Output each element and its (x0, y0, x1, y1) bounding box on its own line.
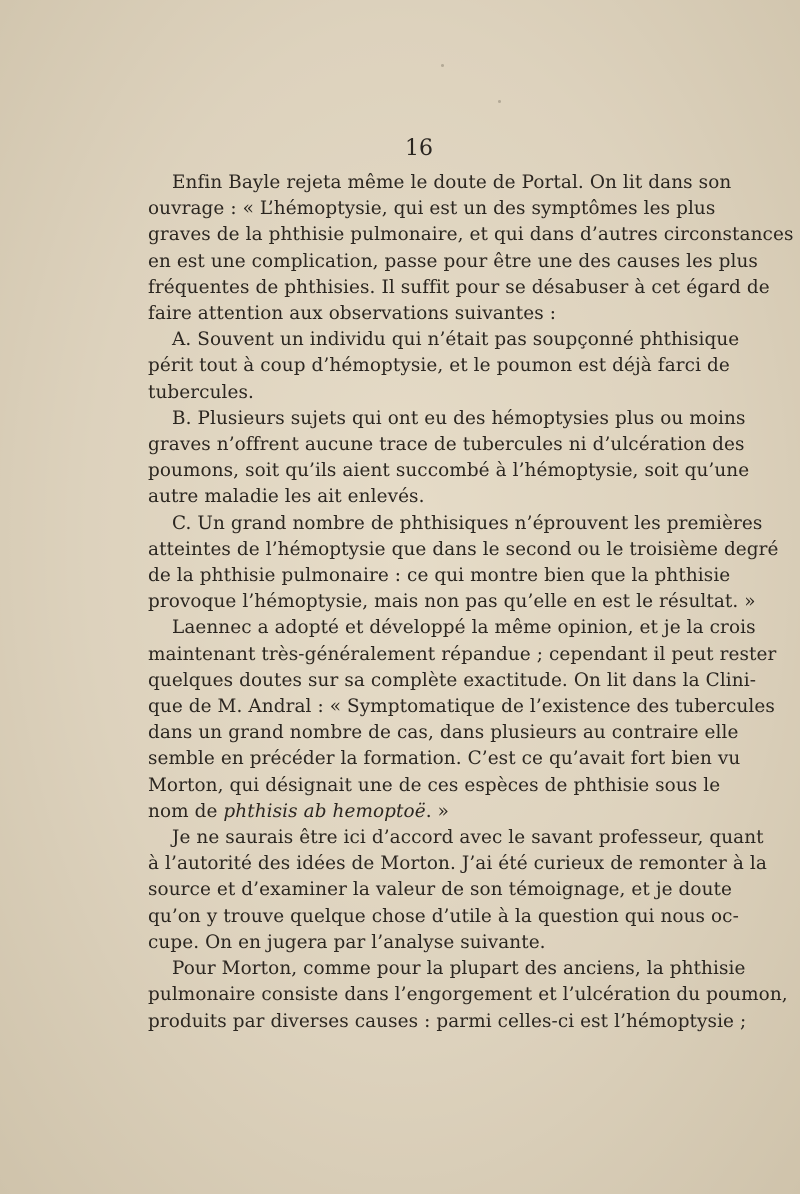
text-line: périt tout à coup d’hémoptysie, et le poumon est déjà farci de (148, 355, 730, 377)
italic-term: phthisis ab hemoptoë (223, 800, 426, 822)
text-line: graves de la phthisie pulmonaire, et qui dans d’autres circonstances (148, 224, 794, 246)
text-line: nom de phthisis ab hemoptoë. » (148, 800, 449, 822)
text-line: graves n’offrent aucune trace de tubercules ni d’ulcération des (148, 434, 745, 456)
text-line: faire attention aux observations suivantes : (148, 303, 557, 325)
text-line: Pour Morton, comme pour la plupart des anciens, la phthisie (172, 958, 746, 980)
text-line: pulmonaire consiste dans l’engorgement et l’ulcération du poumon, (148, 984, 788, 1006)
text-line: ouvrage : « L’hémoptysie, qui est un des symptômes les plus (148, 198, 716, 220)
text-line: Laennec a adopté et développé la même opinion, et je la crois (172, 617, 756, 639)
text-line: quelques doutes sur sa complète exactitude. On lit dans la Clini- (148, 669, 757, 691)
text-line: produits par diverses causes : parmi celles-ci est l’hémoptysie ; (148, 1010, 747, 1032)
text-line: dans un grand nombre de cas, dans plusieurs au contraire elle (148, 722, 739, 744)
page-number: 16 (405, 136, 433, 161)
text-line: A. Souvent un individu qui n’était pas soupçonné phthisique (172, 329, 740, 351)
text-line: Je ne saurais être ici d’accord avec le savant professeur, quant (172, 827, 764, 849)
text-line: B. Plusieurs sujets qui ont eu des hémoptysies plus ou moins (172, 407, 746, 429)
text-line: en est une complication, passe pour être une des causes les plus (148, 250, 758, 272)
text-line: Morton, qui désignait une de ces espèces de phthisie sous le (148, 774, 721, 796)
text-line: à l’autorité des idées de Morton. J’ai été curieux de remonter à la (148, 853, 767, 875)
text-line: fréquentes de phthisies. Il suffit pour se désabuser à cet égard de (148, 276, 770, 298)
text-line: semble en précéder la formation. C’est ce qu’avait fort bien vu (148, 748, 741, 770)
body-text (148, 170, 794, 1035)
text-line: maintenant très-généralement répandue ; cependant il peut rester (148, 643, 777, 665)
text-line: C. Un grand nombre de phthisiques n’éprouvent les premières (172, 512, 763, 534)
text-line: cupe. On en jugera par l’analyse suivante. (148, 931, 546, 953)
paper-speck (441, 64, 444, 67)
text-line: Enfin Bayle rejeta même le doute de Portal. On lit dans son (172, 172, 732, 193)
text-line: tubercules. (148, 381, 254, 403)
text-line: poumons, soit qu’ils aient succombé à l’hémoptysie, soit qu’une (148, 460, 750, 482)
text-line: source et d’examiner la valeur de son témoignage, et je doute (148, 879, 733, 901)
text-line: de la phthisie pulmonaire : ce qui montre bien que la phthisie (148, 565, 731, 587)
paper-speck (498, 100, 501, 103)
text-line: provoque l’hémoptysie, mais non pas qu’elle en est le résultat. » (148, 591, 756, 613)
text-line: atteintes de l’hémoptysie que dans le second ou le troisième degré (148, 538, 779, 560)
text-line: que de M. Andral : « Symptomatique de l’existence des tubercules (148, 696, 775, 718)
text-line: autre maladie les ait enlevés. (148, 486, 425, 508)
text-line: qu’on y trouve quelque chose d’utile à la question qui nous oc- (148, 905, 739, 927)
